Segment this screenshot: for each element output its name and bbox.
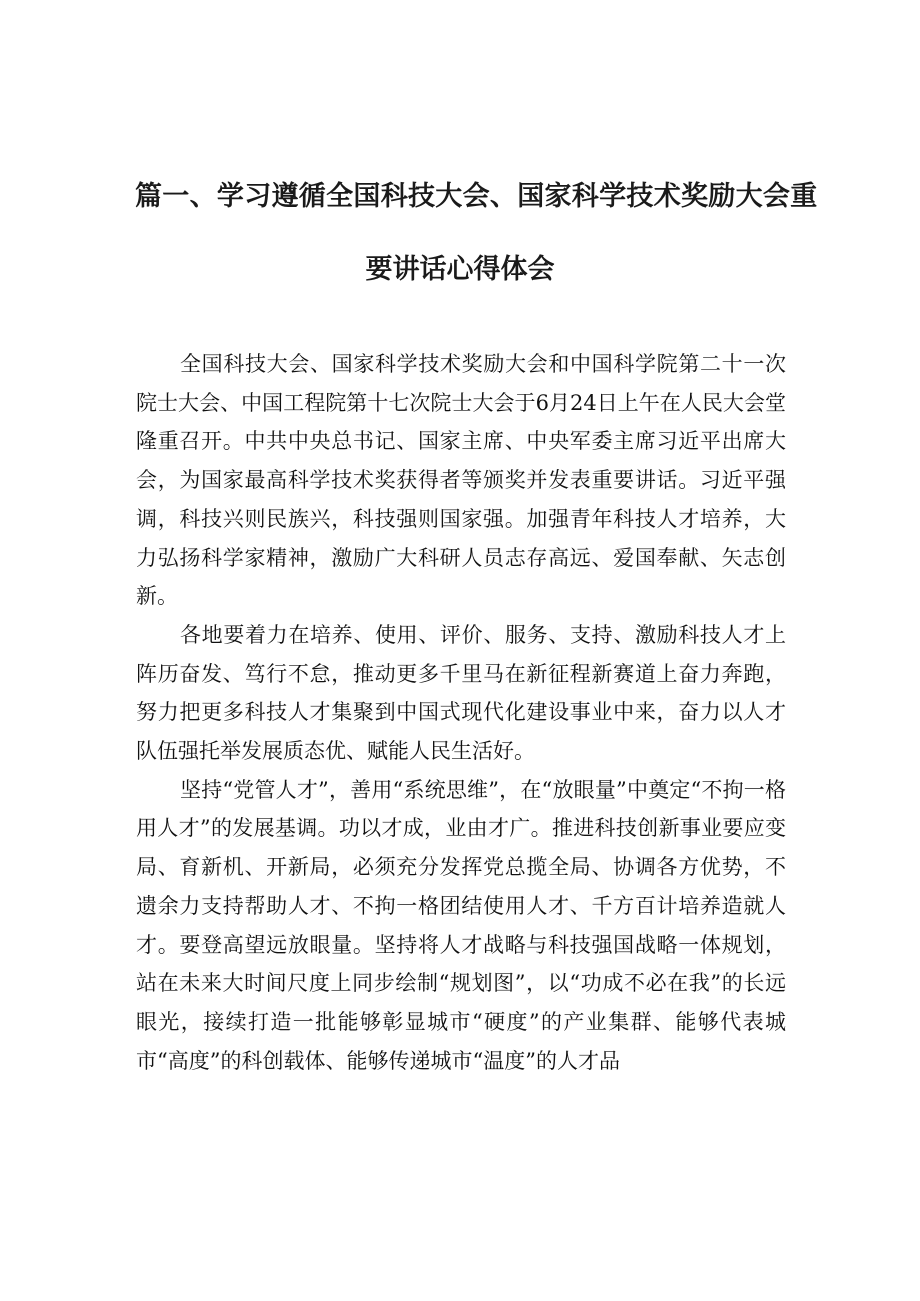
document-title-line-2: 要讲话心得体会	[365, 254, 555, 285]
paragraph-2: 各地要着力在培养、使用、评价、服务、支持、激励科技人才上阵历奋发、笃行不怠，推动更多千里马在新征程新赛道上奋力奔跑，努力把更多科技人才集聚到中国式现代化建设事业中来，奋力以人才队伍强托举发展质态优、赋能人民生活好。	[136, 622, 786, 764]
document-body	[136, 345, 786, 1080]
document-title-line-1: 篇一、学习遵循全国科技大会、国家科学技术奖励大会重	[135, 181, 818, 212]
paragraph-3: 坚持“党管人才”，善用“系统思维”，在“放眼量”中奠定“不拘一格用人才”的发展基调。功以才成，业由才广。推进科技创新事业要应变局、育新机、开新局，必须充分发挥党总揽全局、协调各方优势，不遗余力支持帮助人才、不拘一格团结使用人才、千方百计培养造就人才。要登高望远放眼量。坚持将人才战略与科技强国战略一体规划，站在未来大时间尺度上同步绘制“规划图”，以“功成不必在我”的长远眼光，接续打造一批能够彰显城市“硬度”的产业集群、能够代表城市“高度”的科创载体、能够传递城市“温度”的人才品	[136, 777, 786, 1073]
paragraph-1: 全国科技大会、国家科学技术奖励大会和中国科学院第二十一次院士大会、中国工程院第十七次院士大会于6月24日上午在人民大会堂隆重召开。中共中央总书记、国家主席、中央军委主席习近平出席大会，为国家最高科学技术奖获得者等颁奖并发表重要讲话。习近平强调，科技兴则民族兴，科技强则国家强。加强青年科技人才培养，大力弘扬科学家精神，激励广大科研人员志存高远、爱国奉献、矢志创新。	[136, 352, 786, 609]
